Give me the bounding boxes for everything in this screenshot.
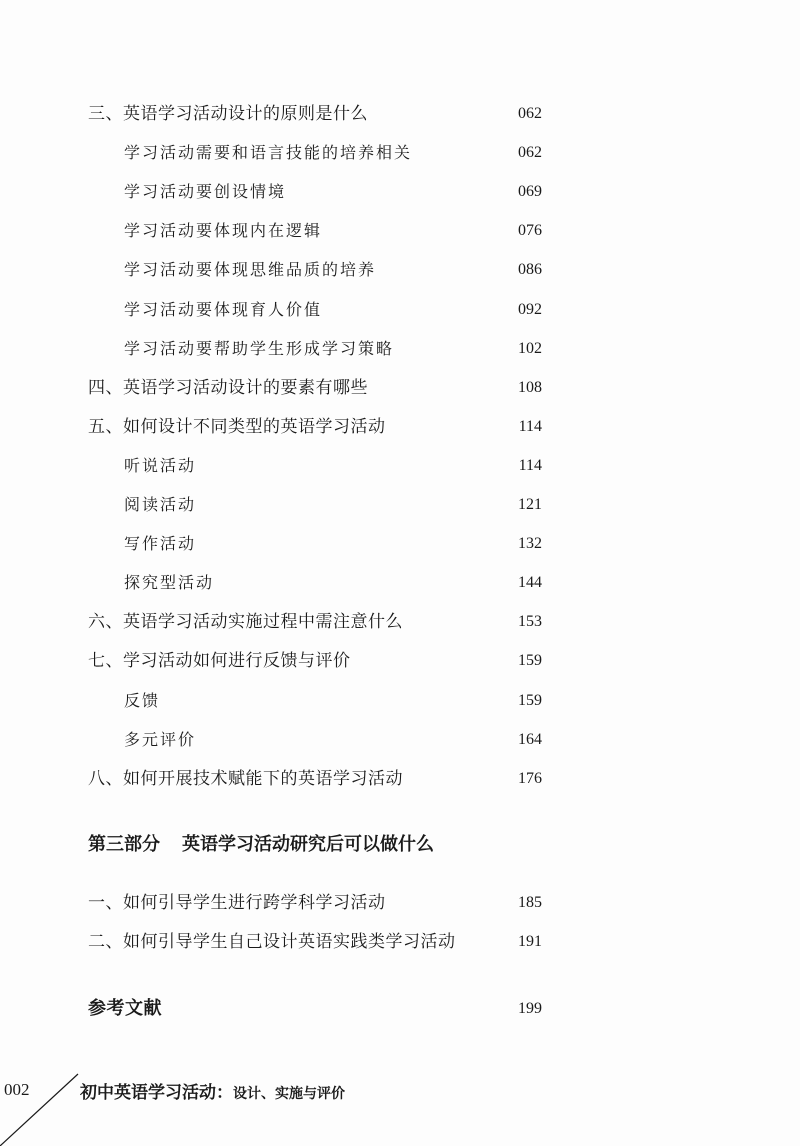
toc-entry-page: 121 — [518, 496, 542, 513]
toc-entry[interactable] — [0, 646, 800, 676]
toc-entry-page: 159 — [518, 691, 542, 709]
toc-entry-text: 六、英语学习活动实施过程中需注意什么 — [88, 612, 403, 633]
toc-entry[interactable] — [0, 216, 800, 246]
toc-entry-page: 062 — [518, 105, 542, 122]
toc-entry[interactable] — [0, 177, 800, 207]
toc-entry-text: 学习活动需要和语言技能的培养相关 — [124, 143, 413, 163]
toc-entry-page: 185 — [518, 894, 542, 911]
toc-entry-page: 108 — [518, 378, 542, 396]
toc-entry-page: 076 — [518, 222, 542, 240]
toc-entry[interactable] — [0, 138, 800, 168]
toc-entry-text: 学习活动要体现育人价值 — [124, 299, 323, 319]
toc-entry[interactable] — [0, 255, 800, 285]
toc-entry-text: 七、学习活动如何进行反馈与评价 — [88, 651, 351, 672]
toc-entry[interactable] — [0, 295, 800, 325]
toc-entry-text: 五、如何设计不同类型的英语学习活动 — [88, 416, 386, 437]
toc-entry-text: 四、英语学习活动设计的要素有哪些 — [88, 377, 368, 398]
toc-entry-text: 学习活动要帮助学生形成学习策略 — [124, 338, 395, 358]
book-title-sub: 设计、实施与评价 — [233, 1086, 345, 1102]
references-label: 参考文献 — [88, 998, 162, 1019]
toc-entry-page: 114 — [518, 456, 542, 474]
toc-entry-page: 159 — [518, 652, 542, 670]
toc-entry-page: 176 — [518, 769, 542, 787]
toc-entry[interactable] — [0, 99, 800, 129]
toc-entry-text: 探究型活动 — [124, 573, 215, 593]
toc-entry-text: 学习活动要体现内在逻辑 — [124, 221, 323, 241]
toc-entry-text: 二、如何引导学生自己设计英语实践类学习活动 — [88, 932, 456, 952]
toc-entry[interactable] — [0, 490, 800, 520]
footer-book-title — [80, 1078, 345, 1103]
book-title-main: 初中英语学习活动： — [80, 1083, 233, 1103]
toc-entry-text: 八、如何开展技术赋能下的英语学习活动 — [88, 768, 403, 789]
toc-entry-text: 多元评价 — [124, 729, 197, 749]
part-label: 第三部分 — [88, 834, 160, 855]
toc-entry-page: 069 — [518, 183, 542, 201]
toc-entry[interactable] — [0, 412, 800, 442]
toc-entry[interactable] — [0, 373, 800, 403]
part-title: 英语学习活动研究后可以做什么 — [182, 834, 434, 855]
toc-entry-page: 153 — [518, 613, 542, 631]
toc-entry-page: 164 — [518, 730, 542, 748]
toc-entry-text: 三、英语学习活动设计的原则是什么 — [88, 104, 368, 124]
toc-entry[interactable] — [0, 686, 800, 716]
part-three-heading — [88, 830, 434, 860]
toc-entry[interactable] — [0, 568, 800, 598]
page-footer — [0, 1072, 800, 1146]
toc-entry[interactable] — [0, 725, 800, 755]
references-page: 199 — [518, 1000, 542, 1017]
toc-entry-text: 写作活动 — [124, 534, 197, 554]
toc-entry[interactable] — [0, 451, 800, 481]
toc-entry-text: 一、如何引导学生进行跨学科学习活动 — [88, 893, 386, 913]
toc-entry-page: 144 — [518, 574, 542, 592]
toc-entry-page: 132 — [518, 535, 542, 553]
toc-entry-text: 阅读活动 — [124, 495, 197, 514]
toc-entry-text: 学习活动要体现思维品质的培养 — [124, 260, 377, 280]
toc-entry-part3-1[interactable] — [0, 888, 800, 918]
toc-entry-text: 听说活动 — [124, 455, 197, 475]
toc-entry-text: 反馈 — [124, 690, 161, 710]
toc-entry-part3-2[interactable] — [0, 927, 800, 957]
toc-entry[interactable] — [0, 607, 800, 637]
footer-page-number: 002 — [4, 1080, 30, 1099]
toc-entry-page: 092 — [518, 300, 542, 318]
toc-entry-text: 学习活动要创设情境 — [124, 182, 287, 202]
toc-entry-page: 191 — [518, 933, 542, 950]
toc-entry-page: 114 — [518, 417, 542, 435]
toc-entry[interactable] — [0, 334, 800, 364]
toc-entry-page: 102 — [518, 339, 542, 357]
toc-entry-page: 086 — [518, 261, 542, 279]
toc-entry-page: 062 — [518, 144, 542, 162]
toc-entry[interactable] — [0, 764, 800, 794]
toc-entry-references[interactable] — [0, 994, 800, 1024]
toc-entry[interactable] — [0, 529, 800, 559]
